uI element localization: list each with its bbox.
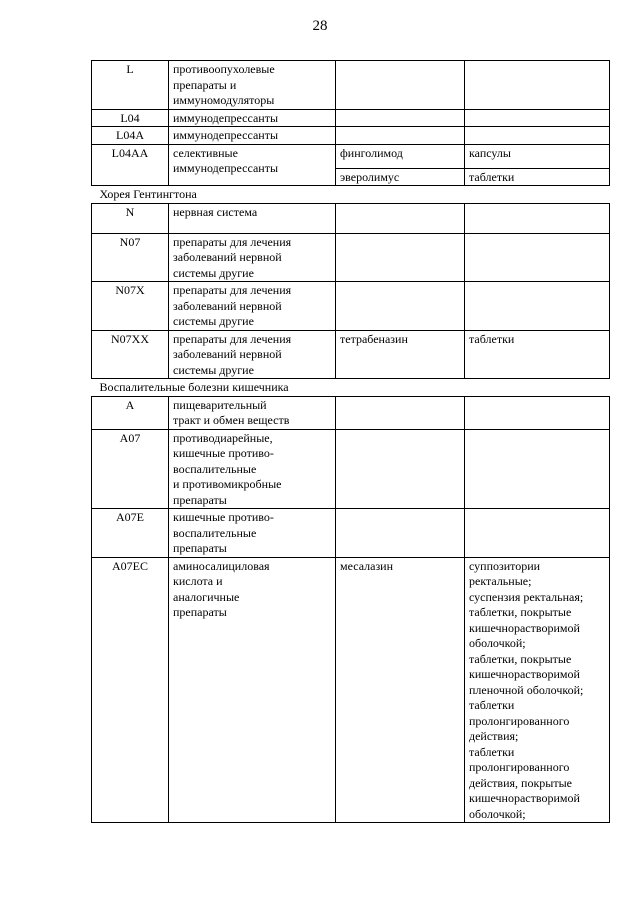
atc-code: L04AA bbox=[92, 144, 169, 186]
atc-code: A07 bbox=[92, 429, 169, 509]
table-row bbox=[92, 127, 610, 145]
atc-description: пищеварительный тракт и обмен веществ bbox=[169, 396, 336, 429]
atc-description: аминосалициловая кислота и аналогичные препараты bbox=[169, 557, 336, 823]
drug-name bbox=[336, 429, 465, 509]
atc-code: A07EC bbox=[92, 557, 169, 823]
page-number: 28 bbox=[312, 18, 328, 34]
section-row bbox=[92, 379, 610, 397]
drug-name bbox=[336, 282, 465, 331]
atc-description: препараты для лечения заболеваний нервной системы другие bbox=[169, 330, 336, 379]
atc-code: L04 bbox=[92, 109, 169, 127]
atc-description: селективные иммунодепрессанты bbox=[169, 144, 336, 186]
drug-name bbox=[336, 61, 465, 110]
atc-code: L04A bbox=[92, 127, 169, 145]
atc-description: противодиарейные, кишечные противо- воспалительные и противомикробные препараты bbox=[169, 429, 336, 509]
drug-name bbox=[336, 203, 465, 233]
dosage-form: капсулы bbox=[465, 144, 610, 168]
dosage-form: суппозитории ректальные; суспензия ректальная; таблетки, покрытые кишечнорастворимой оболочкой; таблетки, покрытые кишечнорастворимой пленочной оболочкой; таблетки пролонгированного действия; таблетки пролонгированного действия, покрытые кишечнорастворимой оболочкой; bbox=[465, 557, 610, 823]
dosage-form bbox=[465, 233, 610, 282]
dosage-form bbox=[465, 109, 610, 127]
atc-code: A07E bbox=[92, 509, 169, 558]
dosage-form bbox=[465, 509, 610, 558]
dosage-form bbox=[465, 429, 610, 509]
atc-description: препараты для лечения заболеваний нервной системы другие bbox=[169, 282, 336, 331]
table-row bbox=[92, 330, 610, 379]
atc-description: кишечные противо- воспалительные препараты bbox=[169, 509, 336, 558]
dosage-form: таблетки bbox=[465, 168, 610, 186]
atc-description: иммунодепрессанты bbox=[169, 127, 336, 145]
drug-name: финголимод bbox=[336, 144, 465, 168]
table-row bbox=[92, 203, 610, 233]
table-row bbox=[92, 282, 610, 331]
atc-description: препараты для лечения заболеваний нервной системы другие bbox=[169, 233, 336, 282]
table-row bbox=[92, 233, 610, 282]
table-row bbox=[92, 61, 610, 110]
drug-name bbox=[336, 396, 465, 429]
dosage-form bbox=[465, 127, 610, 145]
dosage-form bbox=[465, 396, 610, 429]
atc-code: N07 bbox=[92, 233, 169, 282]
drug-name: тетрабеназин bbox=[336, 330, 465, 379]
table-row bbox=[92, 109, 610, 127]
atc-description: нервная система bbox=[169, 203, 336, 233]
atc-code: N07X bbox=[92, 282, 169, 331]
section-heading: Хорея Гентингтона bbox=[92, 186, 610, 204]
table-row bbox=[92, 557, 610, 823]
drug-name bbox=[336, 509, 465, 558]
atc-description: противоопухолевые препараты и иммуномодуляторы bbox=[169, 61, 336, 110]
atc-code: A bbox=[92, 396, 169, 429]
section-row bbox=[92, 186, 610, 204]
drug-name: месалазин bbox=[336, 557, 465, 823]
dosage-form bbox=[465, 282, 610, 331]
table-row bbox=[92, 144, 610, 168]
table-row bbox=[92, 509, 610, 558]
table-row bbox=[92, 429, 610, 509]
drug-name bbox=[336, 233, 465, 282]
atc-code: N bbox=[92, 203, 169, 233]
dosage-form bbox=[465, 61, 610, 110]
dosage-form: таблетки bbox=[465, 330, 610, 379]
table-row bbox=[92, 396, 610, 429]
atc-code: N07XX bbox=[92, 330, 169, 379]
drug-table bbox=[91, 60, 610, 823]
drug-name: эверолимус bbox=[336, 168, 465, 186]
section-heading: Воспалительные болезни кишечника bbox=[92, 379, 610, 397]
atc-description: иммунодепрессанты bbox=[169, 109, 336, 127]
drug-name bbox=[336, 127, 465, 145]
atc-code: L bbox=[92, 61, 169, 110]
drug-name bbox=[336, 109, 465, 127]
dosage-form bbox=[465, 203, 610, 233]
